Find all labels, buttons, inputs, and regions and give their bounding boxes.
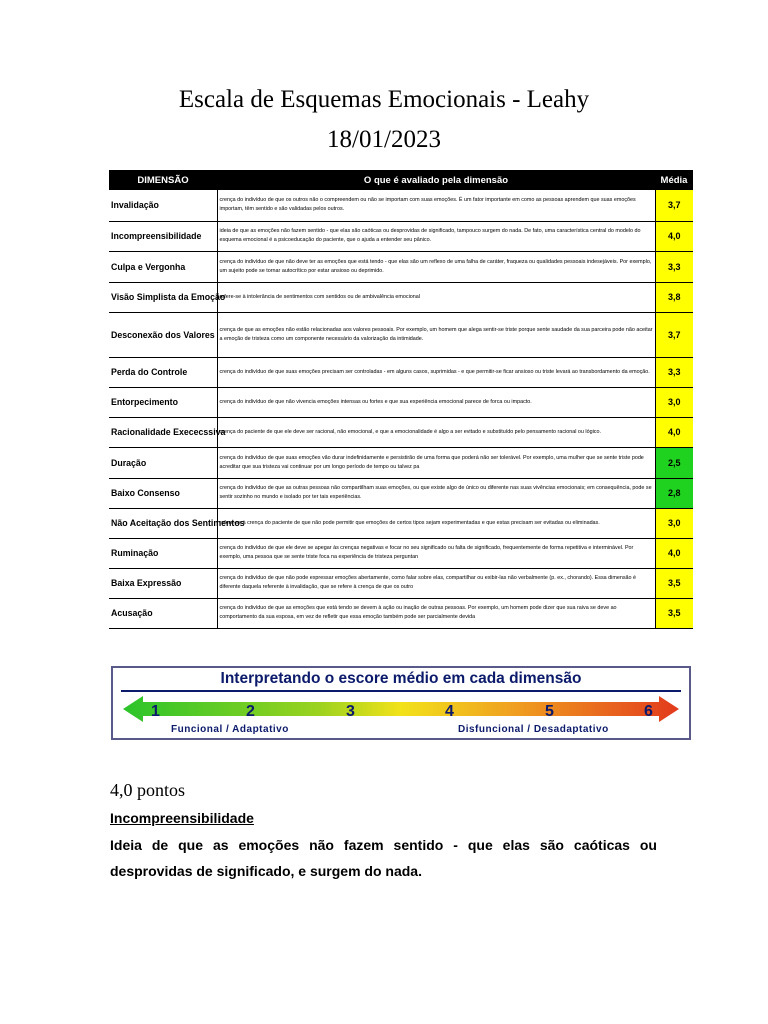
dysfunctional-label: Disfuncional / Desadaptativo bbox=[458, 724, 609, 735]
average-cell: 4,0 bbox=[655, 417, 693, 447]
dimension-description: Ideia de que as emoções não fazem sentido - que elas são caóticas ou desprovidas de significado, e surgem do nada. bbox=[110, 837, 657, 879]
average-cell: 3,5 bbox=[655, 568, 693, 598]
dimension-cell: Acusação bbox=[109, 598, 217, 628]
dimension-cell: Visão Simplista da Emoção bbox=[109, 282, 217, 312]
table-row bbox=[109, 357, 693, 387]
table-row bbox=[109, 221, 693, 251]
scale-number: 3 bbox=[346, 703, 355, 720]
dimension-cell: Duração bbox=[109, 447, 217, 478]
average-cell: 3,0 bbox=[655, 508, 693, 538]
scale-number: 6 bbox=[644, 703, 653, 720]
table-row bbox=[109, 447, 693, 478]
dimension-cell: Culpa e Vergonha bbox=[109, 251, 217, 282]
double-arrow-icon bbox=[123, 696, 679, 722]
description-cell: crença do paciente de que ele deve ser racional, não emocional, e que a emocionalidade é algo a ser evitado e substituído pelo pensamento racional ou lógico. bbox=[217, 417, 655, 447]
description-cell: crença de que as emoções não estão relacionadas aos valores pessoais. Por exemplo, um homem que alega sentir-se triste porque sente saudade da sua parceira pode não aceitar a emoção de tristeza como um componente necessário da valorização da intimidade. bbox=[217, 312, 655, 357]
average-cell: 4,0 bbox=[655, 221, 693, 251]
dimension-cell: Entorpecimento bbox=[109, 387, 217, 417]
average-cell: 3,7 bbox=[655, 190, 693, 221]
table-row bbox=[109, 538, 693, 568]
average-cell: 3,3 bbox=[655, 357, 693, 387]
table-row bbox=[109, 417, 693, 447]
description-cell: crença do indivíduo de que suas emoções precisam ser controladas - em alguns casos, suprimidas - e que permitir-se ficar ansioso ou triste levará ao transbordamento da emoção. bbox=[217, 357, 655, 387]
dimension-subtitle: Incompreensibilidade bbox=[110, 810, 254, 826]
scale-number: 1 bbox=[151, 703, 160, 720]
scale-number: 2 bbox=[246, 703, 255, 720]
description-cell: crença do indivíduo de que as emoções que está tendo se devem à ação ou inação de outras pessoas. Por exemplo, um homem pode dizer que sua raiva se deve ao comportamento da sua esposa, em vez de refletir que essa emoção também pode ser parcialmente devida bbox=[217, 598, 655, 628]
dimension-cell: Incompreensibilidade bbox=[109, 221, 217, 251]
average-cell: 4,0 bbox=[655, 538, 693, 568]
dimension-cell: Racionalidade Exececssiva bbox=[109, 417, 217, 447]
description-cell: crença do indivíduo de que os outros não o compreendem ou não se importam com suas emoções. É um fator importante em como as pessoas aprendem que suas emoções importam, têm sentido e são validadas pelos outros. bbox=[217, 190, 655, 221]
table-row bbox=[109, 598, 693, 628]
average-cell: 3,0 bbox=[655, 387, 693, 417]
dimension-cell: Perda do Controle bbox=[109, 357, 217, 387]
document-title: Escala de Esquemas Emocionais - Leahy bbox=[178, 86, 590, 113]
header-description: O que é avaliado pela dimensão bbox=[217, 170, 655, 190]
table-row bbox=[109, 508, 693, 538]
description-cell: crença do indivíduo de que não vivencia emoções intensas ou fortes e que sua experiência emocional parece de forca ou impacto. bbox=[217, 387, 655, 417]
table-row bbox=[109, 387, 693, 417]
description-cell: crença do indivíduo de que suas emoções vão durar indefinidamente e persistirão de uma forma que poderá não ser tolerável. Por exemplo, uma mulher que se sente triste pode acreditar que sua tristeza vai continuar por um longo período de tempo ou talvez pa bbox=[217, 447, 655, 478]
table-row bbox=[109, 190, 693, 221]
table-row bbox=[109, 251, 693, 282]
table-row bbox=[109, 478, 693, 508]
functional-label: Funcional / Adaptativo bbox=[171, 724, 289, 735]
dimension-cell: Não Aceitação dos Sentimentos bbox=[109, 508, 217, 538]
gradient-arrow bbox=[113, 694, 689, 724]
scale-number: 5 bbox=[545, 703, 554, 720]
scale-number: 4 bbox=[445, 703, 454, 720]
average-cell: 2,8 bbox=[655, 478, 693, 508]
description-cell: crença do indivíduo de que as outras pessoas não compartilham suas emoções, ou que existe algo de único ou diferente nas suas vivências emocionais; em consequência, pode se sentir sozinho no mundo e isolado por ter tais experiências. bbox=[217, 478, 655, 508]
average-cell: 3,5 bbox=[655, 598, 693, 628]
dimensions-table bbox=[109, 170, 693, 629]
table-header-row bbox=[109, 170, 693, 190]
dimension-cell: Invalidação bbox=[109, 190, 217, 221]
description-cell: crença do indivíduo de que não pode expressar emoções abertamente, como falar sobre elas, compartilhar ou exibir-las não verbalmente (p. ex., chorando). Essa dimensão é diferente daquela referente à invalidação, que se refere à crença de que os outro bbox=[217, 568, 655, 598]
description-cell: refere-se à intolerância de sentimentos com sentidos ou de ambivalência emocional bbox=[217, 282, 655, 312]
score-text: 4,0 pontos bbox=[110, 780, 186, 800]
description-cell: crença do indivíduo de que ele deve se apegar às crenças negativas e focar no seu significado ou falta de significado, frequentemente de forma repetitiva e interminável. Por exemplo, uma pessoa que se sente triste foca na experiência de tristeza perguntan bbox=[217, 538, 655, 568]
table-row bbox=[109, 568, 693, 598]
header-dimension: DIMENSÃO bbox=[109, 170, 217, 190]
document-date: 18/01/2023 bbox=[327, 126, 441, 153]
dimension-cell: Desconexão dos Valores bbox=[109, 312, 217, 357]
average-cell: 2,5 bbox=[655, 447, 693, 478]
dimension-cell: Ruminação bbox=[109, 538, 217, 568]
dimension-cell: Baixa Expressão bbox=[109, 568, 217, 598]
header-average: Média bbox=[655, 170, 693, 190]
average-cell: 3,8 bbox=[655, 282, 693, 312]
average-cell: 3,7 bbox=[655, 312, 693, 357]
table-row bbox=[109, 282, 693, 312]
score-interpretation-legend bbox=[111, 666, 691, 740]
table-row bbox=[109, 312, 693, 357]
description-cell: refere-se à crença do paciente de que não pode permitir que emoções de certos tipos sejam experimentadas e que estas precisam ser evitadas ou eliminadas. bbox=[217, 508, 655, 538]
description-cell: crença do indivíduo de que não deve ter as emoções que está tendo - que elas são um reflexo de uma falha de caráter, fraqueza ou qualidades pessoais indesejáveis. Por exemplo, um sujeito pode se tornar autocrítico por estar ansioso ou deprimido. bbox=[217, 251, 655, 282]
description-cell: ideia de que as emoções não fazem sentido - que elas são caóticas ou desprovidas de significado, tampouco surgem do nada. De fato, uma característica central do modelo do esquema emocional é a psicoeducação do paciente, que o ajuda a entender seu pânico. bbox=[217, 221, 655, 251]
legend-divider bbox=[121, 690, 681, 692]
dimension-cell: Baixo Consenso bbox=[109, 478, 217, 508]
legend-title: Interpretando o escore médio em cada dimensão bbox=[220, 670, 582, 687]
average-cell: 3,3 bbox=[655, 251, 693, 282]
